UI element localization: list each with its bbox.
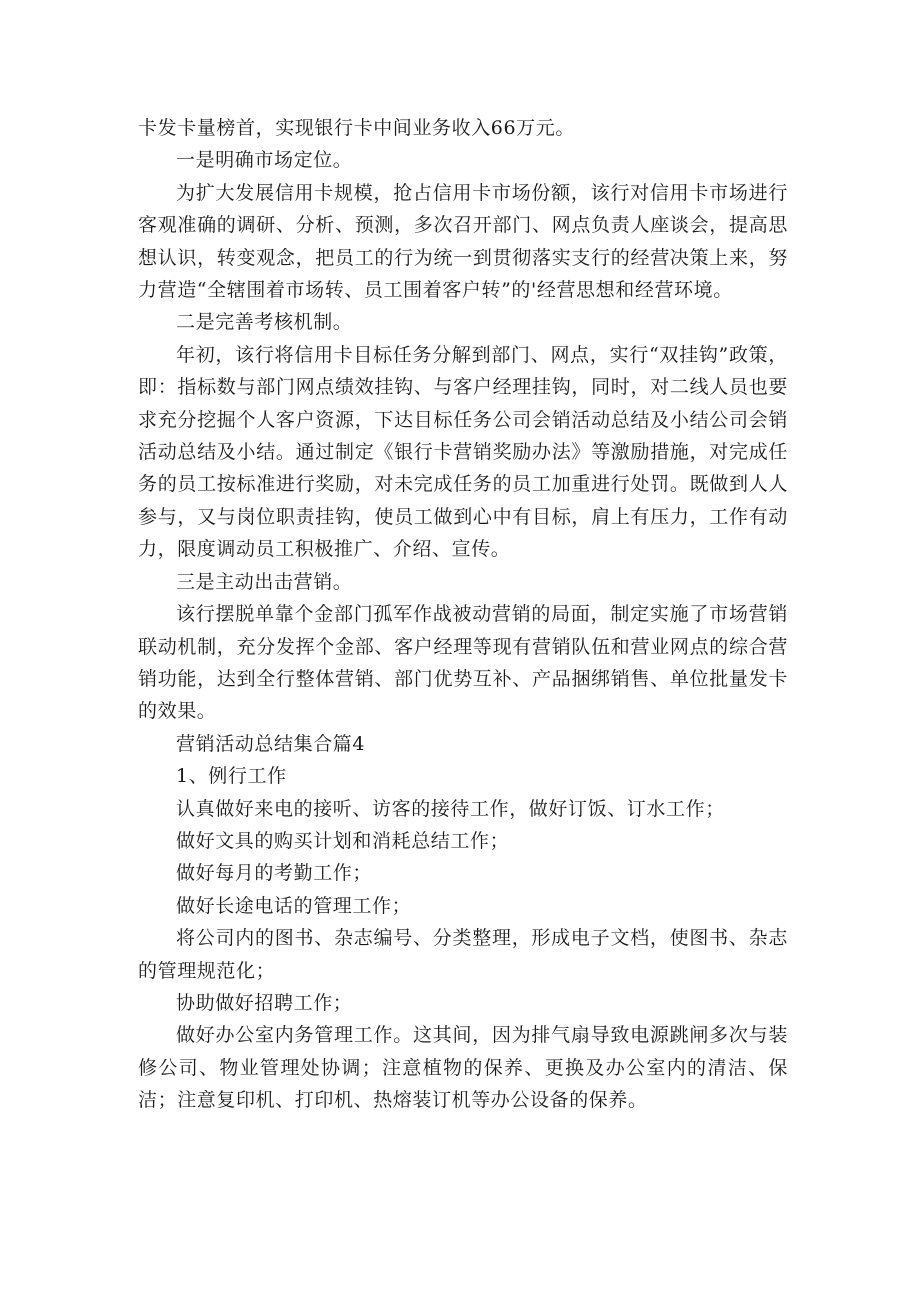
paragraph-heading-2: 二是完善考核机制。 (176, 311, 353, 334)
list-item-4: 做好长途电话的管理工作； (176, 894, 412, 917)
paragraph-5: 年初，该行将信用卡目标任务分解到部门、网点，实行“双挂钩”政策，即：指标数与部门网点绩效挂钩、与客户经理挂钩，同时，对二线人员也要求充分挖掘个人客户资源，下达目标任务公司会销活动总结及小结公司会销活动总结及小结。通过制定《银行卡营销奖励办法》等激励措施，对完成任务的员工按标准进行奖励，对未完成任务的员工加重进行处罚。既做到人人参与，又与岗位职责挂钩，使员工做到心中有目标，肩上有压力，工作有动力，限度调动员工积极推广、介绍、宣传。 (138, 343, 788, 561)
list-item-6: 协助做好招聘工作； (176, 991, 353, 1014)
subsection-title: 1、例行工作 (176, 765, 287, 788)
section-title: 营销活动总结集合篇4 (176, 732, 366, 755)
list-item-2: 做好文具的购买计划和消耗总结工作； (176, 829, 510, 852)
paragraph-7: 该行摆脱单靠个金部门孤军作战被动营销的局面，制定实施了市场营销联动机制，充分发挥个金部、客户经理等现有营销队伍和营业网点的综合营销功能，达到全行整体营销、部门优势互补、产品捆绑销售、单位批量发卡的效果。 (138, 603, 788, 723)
paragraph-3: 为扩大发展信用卡规模，抢占信用卡市场份额，该行对信用卡市场进行客观准确的调研、分析、预测，多次召开部门、网点负责人座谈会，提高思想认识，转变观念，把员工的行为统一到贯彻落实支行的经营决策上来，努力营造“全辖围着市场转、员工围着客户转”的'经营思想和经营环境。 (138, 181, 788, 302)
list-item-1: 认真做好来电的接听、访客的接待工作，做好订饭、订水工作； (176, 797, 725, 820)
paragraph-1: 卡发卡量榜首，实现银行卡中间业务收入66万元。 (138, 117, 575, 139)
paragraph-heading-1: 一是明确市场定位。 (176, 149, 353, 172)
list-item-5: 将公司内的图书、杂志编号、分类整理，形成电子文档，使图书、杂志的管理规范化； (138, 927, 788, 982)
list-item-7: 做好办公室内务管理工作。这其间，因为排气扇导致电源跳闸多次与装修公司、物业管理处协调；注意植物的保养、更换及办公室内的清洁、保洁；注意复印机、打印机、热熔装订机等办公设备的保养。 (138, 1024, 788, 1112)
document-body (138, 112, 788, 1117)
list-item-3: 做好每月的考勤工作； (176, 862, 373, 885)
paragraph-heading-3: 三是主动出击营销。 (176, 570, 353, 593)
